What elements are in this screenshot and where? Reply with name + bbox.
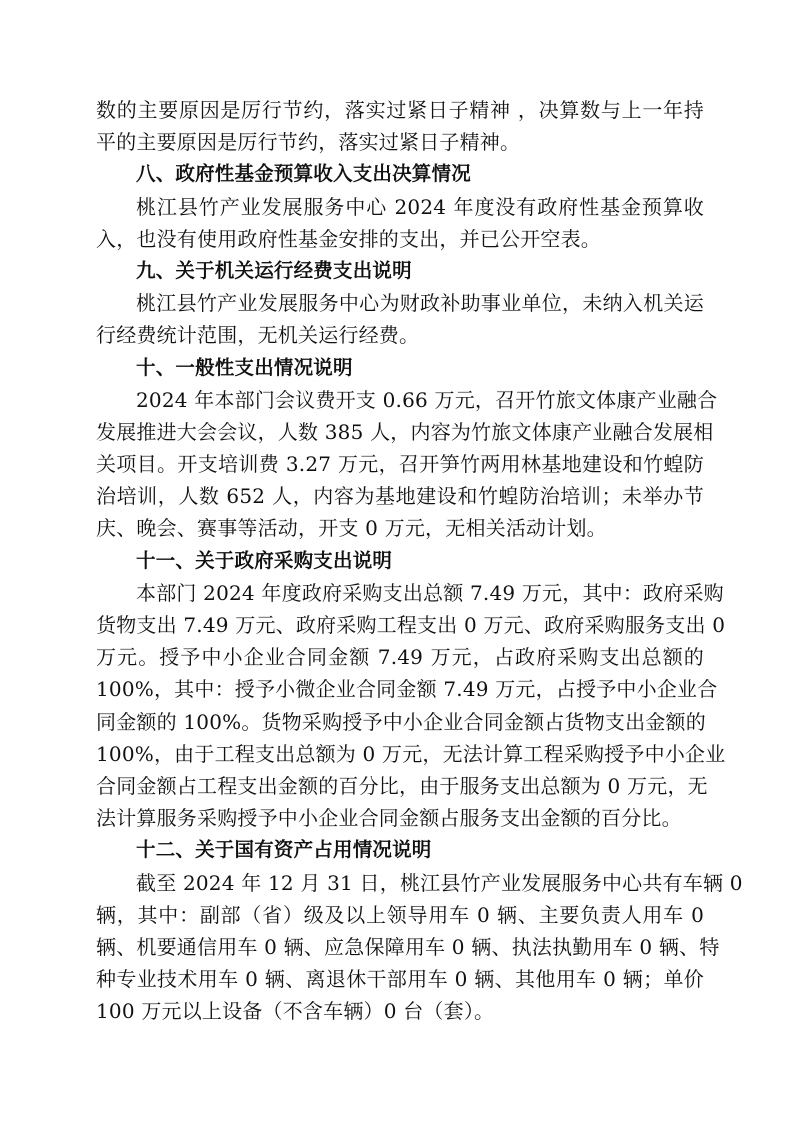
paragraph-line: 万元。授予中小企业合同金额 7.49 万元，占政府采购支出总额的 bbox=[96, 645, 704, 670]
paragraph-line: 发展推进大会会议，人数 385 人，内容为竹旅文体康产业融合发展相 bbox=[96, 419, 714, 444]
paragraph-line: 货物支出 7.49 万元、政府采购工程支出 0 万元、政府采购服务支出 0 bbox=[96, 613, 726, 637]
paragraph-line: 关项目。开支培训费 3.27 万元，召开笋竹两用林基地建设和竹蝗防 bbox=[96, 452, 704, 477]
paragraph-line: 桃江县竹产业发展服务中心 2024 年度没有政府性基金预算收 bbox=[136, 194, 704, 219]
paragraph-line: 庆、晚会、赛事等活动，开支 0 万元，无相关活动计划。 bbox=[96, 516, 607, 541]
paragraph-line: 辆，其中：副部（省）级及以上领导用车 0 辆、主要负责人用车 0 bbox=[96, 902, 704, 927]
paragraph-line: 数的主要原因是厉行节约，落实过紧日子精神 ，决算数与上一年持 bbox=[96, 98, 704, 122]
paragraph-line: 100%，其中：授予小微企业合同金额 7.49 万元，占授予中小企业合 bbox=[96, 677, 718, 702]
section-heading: 十、一般性支出情况说明 bbox=[136, 355, 353, 379]
paragraph-line: 入，也没有使用政府性基金安排的支出，并已公开空表。 bbox=[96, 226, 601, 251]
document-body bbox=[96, 94, 743, 1027]
paragraph-line: 辆、机要通信用车 0 辆、应急保障用车 0 辆、执法执勤用车 0 辆、特 bbox=[96, 934, 720, 959]
paragraph-line: 法计算服务采购授予中小企业合同金额占服务支出金额的百分比。 bbox=[96, 806, 682, 831]
paragraph-line: 平的主要原因是厉行节约，落实过紧日子精神。 bbox=[96, 130, 521, 155]
paragraph-line: 合同金额占工程支出金额的百分比，由于服务支出总额为 0 万元，无 bbox=[96, 773, 708, 798]
paragraph-line: 2024 年本部门会议费开支 0.66 万元，召开竹旅文体康产业融合 bbox=[136, 387, 718, 412]
paragraph-line: 行经费统计范围，无机关运行经费。 bbox=[96, 323, 420, 348]
paragraph-line: 100 万元以上设备（不含车辆）0 台（套）。 bbox=[96, 999, 495, 1024]
section-heading: 十一、关于政府采购支出说明 bbox=[136, 548, 393, 572]
paragraph-line: 本部门 2024 年度政府采购支出总额 7.49 万元，其中：政府采购 bbox=[136, 580, 724, 605]
section-heading: 八、政府性基金预算收入支出决算情况 bbox=[136, 162, 471, 186]
section-heading: 九、关于机关运行经费支出说明 bbox=[136, 258, 412, 282]
paragraph-line: 桃江县竹产业发展服务中心为财政补助事业单位，未纳入机关运 bbox=[136, 291, 704, 316]
paragraph-line: 种专业技术用车 0 辆、离退休干部用车 0 辆、其他用车 0 辆；单价 bbox=[96, 967, 704, 992]
paragraph-line: 同金额的 100%。货物采购授予中小企业合同金额占货物支出金额的 bbox=[96, 709, 706, 734]
paragraph-line: 100%，由于工程支出总额为 0 万元，无法计算工程采购授予中小企业 bbox=[96, 741, 726, 766]
section-heading: 十二、关于国有资产占用情况说明 bbox=[136, 838, 432, 862]
paragraph-line: 治培训，人数 652 人，内容为基地建设和竹蝗防治培训；未举办节 bbox=[96, 484, 704, 509]
paragraph-line: 截至 2024 年 12 月 31 日，桃江县竹产业发展服务中心共有车辆 0 bbox=[136, 870, 743, 895]
